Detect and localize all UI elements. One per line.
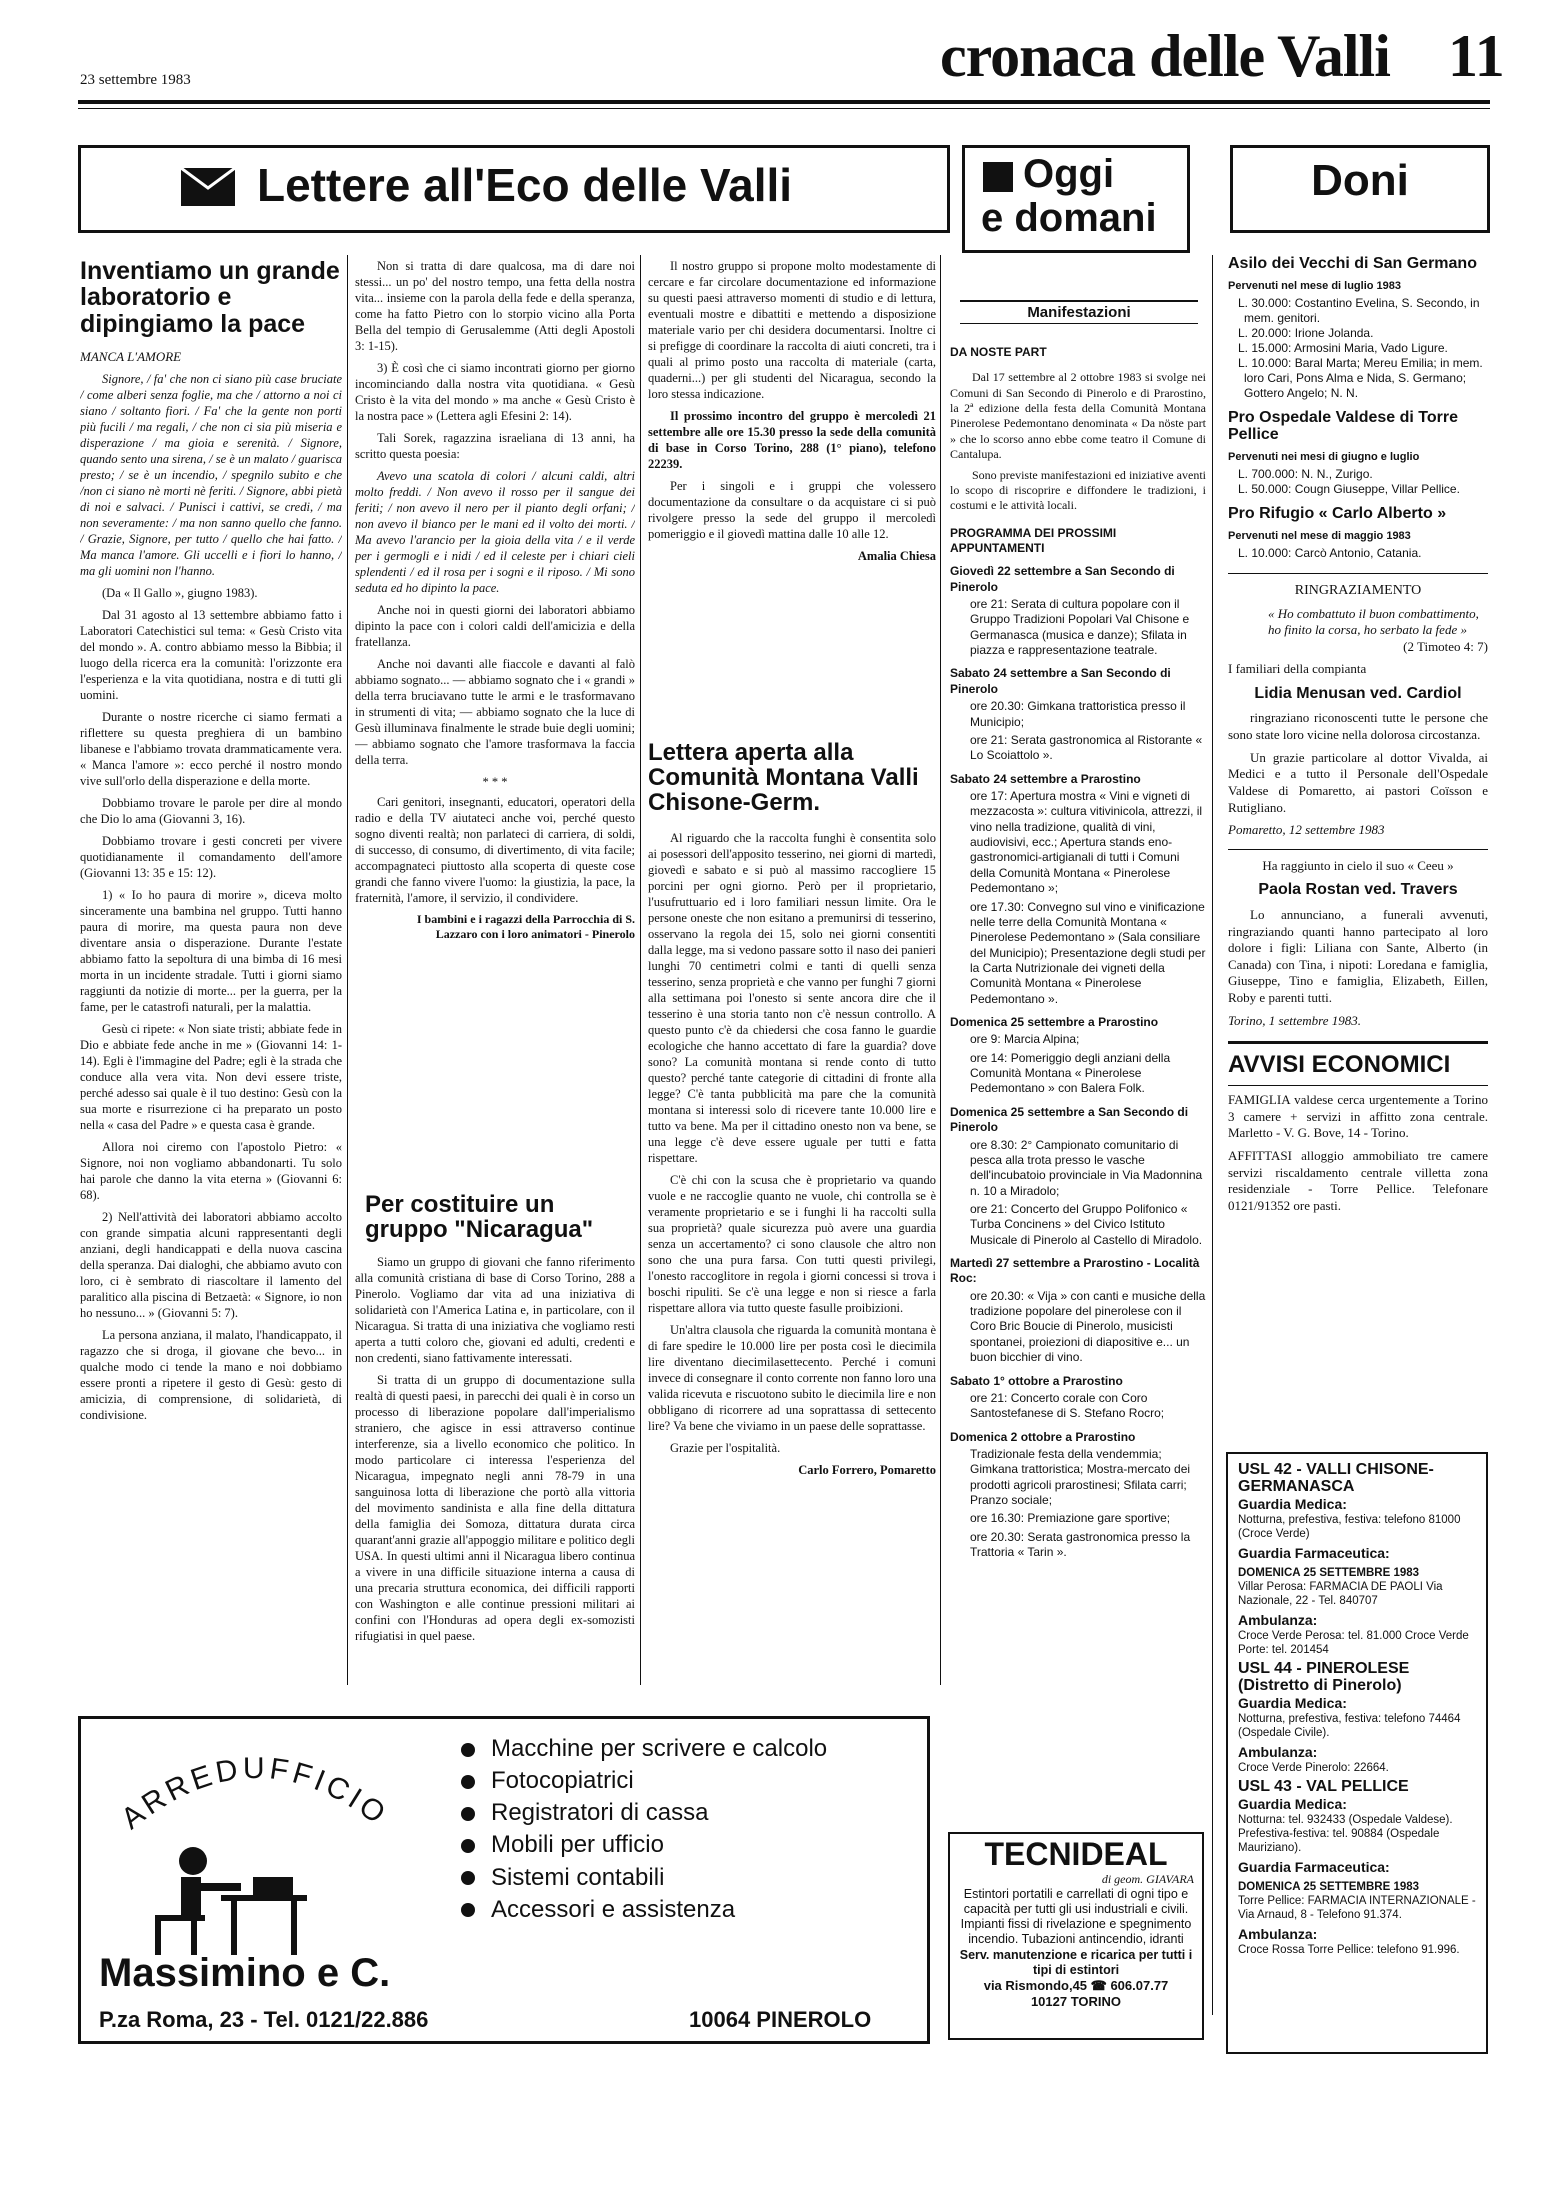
poem-1: Signore, / fa' che non ci siano più case bruciate / come alberi senza foglie, ma che / attorno a noi ci siano / soltanto fiori. / Fa' che la gente non porti più fucili / ma regali, / che non ci sia più miseria e disperazione / ma gioia e serenità. / Signore, quando sento una sirena, / se è un malato / guarisca presto; / se è un incendio, / spegnilo subito e che /non ci siano nè morti nè feriti. / Signore, abbi pietà di noi e salvaci. / Punisci i cattivi, se credi, / ma non severamente: / ma non sanno quello che fanno. / Grazie, Signore, per tutto / quello che hai fatto. / Ma manca l'amore. Gli uccelli e i fiori lo hanno, / ma gli uomini non l'hanno. — [80, 372, 342, 579]
avvisi-a1: FAMIGLIA valdese cerca urgentemente a Torino 3 camere + servizi in affitto zona centrale. Marletto - V. G. Bove, 14 - Torino. — [1228, 1092, 1488, 1141]
bullet-icon — [461, 1807, 475, 1821]
ad-list-item: Registratori di cassa — [461, 1797, 827, 1829]
header-rule — [78, 100, 1490, 104]
article1-p2: Durante o nostre ricerche ci siamo fermati a riflettere su questa preghiera di un bambino libanese e l'abbiamo trovata drammaticamente vera. « Manca l'amore »: ecco perché il nostro mondo vive sull'orlo della disperazione e della morte. — [80, 710, 342, 789]
article3-p4: Grazie per l'ospitalità. — [670, 1440, 781, 1455]
event-day: Sabato 24 settembre a Prarostino — [950, 771, 1141, 786]
ringraziamento-p2: Un grazie particolare al dottor Vivalda, ai Medici e a tutto il Personale dell'Ospedale Valdese di Pomaretto, ai pastori Coïsson e Rutigliano. — [1228, 749, 1488, 815]
article1-col2 — [355, 258, 635, 1178]
envelope-icon — [181, 168, 235, 206]
ad-tecnideal-address: via Rismondo,45 ☎ 606.07.77 — [983, 1978, 1169, 1994]
article1-p8: 2) Nell'attività dei laboratori abbiamo accolto con grande simpatia alcuni rappresentanti degli anziani, degli handicappati e della nuova cascina della speranza. Dai dialoghi, che abbiamo avuto con loro, ci è sembrato di riascoltare il lamento del paralitico alla piscina di Betzaetà: « Signore, io non ho nessuno... » (Giovanni 5: 7). — [80, 1210, 342, 1321]
event-item: ore 17: Apertura mostra « Vini e vigneti di mezzacosta »: cultura vitivinicola, attrezzi, il vino nella tradizione, qualità di vini, audiovisivi, ecc.; Apertura stands eno-gastronomici-artigianali di tutti i Comuni della Comunità Montana « Pinerolese Pedemontano »; — [970, 788, 1203, 896]
ad-list-item: Sistemi contabili — [461, 1862, 827, 1894]
obituary-intro: Ha raggiunto in cielo il suo « Ceeu » — [1262, 857, 1454, 873]
article1-p13: Anche noi in questi giorni dei laboratori abbiamo dipinto la pace con i colori caldi dell'amicizia e della fratellanza. — [355, 603, 635, 649]
event-day: Sabato 24 settembre a San Secondo di Pinerolo — [950, 666, 1171, 696]
article2-col3 — [648, 258, 936, 738]
donation-item: L. 30.000: Costantino Evelina, S. Secondo, in mem. genitori. — [1238, 295, 1480, 325]
article1-p12: Tali Sorek, ragazzina israeliana di 13 anni, ha scritto questa poesia: — [355, 431, 635, 461]
ad-tecnideal-service: Serv. manutenzione e ricarica per tutti i tipi di estintori — [959, 1947, 1193, 1977]
usl42-gf-text: Villar Perosa: FARMACIA DE PAOLI Via Nazionale, 22 - Tel. 840707 — [1238, 1580, 1443, 1607]
doni-g2-list — [1228, 467, 1488, 497]
article1-p6: Gesù ci ripete: « Non siate tristi; abbiate fede in Dio e abbiate fede anche in me » (Giovanni 14: 1-14). Egli è l'immagine del Padre; egli è la strada che conduce alla vera vita. Non devi essere triste, perché adesso sai quale è il tuo destino: Gesù con la sua morte e risurrezione ci ha preparato un posto nella « casa del Padre » e questa casa è grande. — [80, 1022, 342, 1133]
ringraziamento-intro: I familiari della compianta — [1228, 661, 1367, 677]
oggi-banner-line2: e domani — [981, 196, 1157, 240]
event-item: ore 8.30: 2° Campionato comunitario di pesca alla trota presso le vasche dell'incubatoio provinciale in Via Madonnina n. 10 a Miradolo; — [970, 1137, 1203, 1198]
oggi-column — [950, 345, 1206, 1705]
ringraziamento-quote: « Ho combattuto il buon combattimento, ho finito la corsa, ho serbato la fede » — [1268, 605, 1479, 638]
article1-signature: I bambini e i ragazzi della Parrocchia di S. Lazzaro con i loro animatori - Pinerolo — [416, 912, 635, 942]
usl43-amb-text: Croce Rossa Torre Pellice: telefono 91.996. — [1238, 1943, 1460, 1956]
usl42-amb: Ambulanza: — [1238, 1611, 1318, 1628]
event-day: Domenica 2 ottobre a Prarostino — [950, 1429, 1136, 1444]
ad-arredufficio-address: P.za Roma, 23 - Tel. 0121/22.886 — [99, 2007, 429, 2032]
article1-p1: Dal 31 agosto al 13 settembre abbiamo fatto i Laboratori Catechistici sul tema: « Gesù Cristo vita del mondo ». A. contro abbiamo messo la Bibbia; il luogo della ricerca era la comunità: l'orizzonte era l'esperienza e la vita quotidiana, nostra e di tutti gli uomini. — [80, 608, 342, 703]
event-day: Sabato 1° ottobre a Prarostino — [950, 1373, 1123, 1388]
usl42-amb-text: Croce Verde Perosa: tel. 81.000 Croce Verde Porte: tel. 201454 — [1238, 1629, 1469, 1656]
bullet-icon — [461, 1903, 475, 1917]
event-item: ore 20.30: Gimkana trattoristica presso il Municipio; — [970, 699, 1186, 729]
usl43-amb: Ambulanza: — [1238, 1925, 1318, 1942]
article1-p7: Allora noi ciremo con l'apostolo Pietro: « Signore, noi non vogliamo abbandonarti. Tu solo hai parole che danno la vita eterna » (Giovanni 6: 68). — [80, 1140, 342, 1203]
event-day: Domenica 25 settembre a Prarostino — [950, 1015, 1159, 1030]
desk-person-icon — [141, 1839, 311, 1959]
article1-p15: Cari genitori, insegnanti, educatori, operatori della radio e della TV aiutateci anche voi, perché questo sogno diventi realtà; non parlateci di carriera, di soldi, di successo, di consumo, di divertimento, di vita facile; accompagnateci piuttosto alla scoperta di queste cose grandi che fanno vivere l'uomo: la giustizia, la pace, la fraternità, l'amore, il servizio, il condividere. — [355, 795, 635, 905]
header-rule-thin — [78, 108, 1490, 109]
doni-g1-title: Asilo dei Vecchi di San Germano — [1228, 255, 1477, 272]
doni-g1-list — [1228, 296, 1488, 401]
header-date: 23 settembre 1983 — [80, 72, 191, 88]
usl42-gf: Guardia Farmaceutica: — [1238, 1544, 1390, 1561]
usl44-amb-text: Croce Verde Pinerolo: 22664. — [1238, 1761, 1389, 1774]
doni-g1-sub: Pervenuti nel mese di luglio 1983 — [1228, 279, 1402, 292]
oggi-subhead: DA NOSTE PART — [950, 345, 1047, 359]
donation-item: L. 10.000: Carcò Antonio, Catania. — [1238, 545, 1422, 560]
article1-p9: La persona anziana, il malato, l'handicappato, il ragazzo che si droga, il giovane che bevo... in qualche modo ci tende la mano e noi dobbiamo essere pronti a ripetere il gesto di Gesù: gesto di amicizia, di comprensione, di solidarietà, di condivisione. — [80, 1328, 342, 1423]
event-item: ore 21: Concerto corale con Coro Santostefanese di S. Stefano Rocro; — [970, 1390, 1165, 1421]
ad-arredufficio-brand — [97, 1733, 417, 1853]
usl-box — [1226, 1452, 1488, 2054]
event-item: ore 20.30: Serata gastronomica presso la Trattoria « Tarin ». — [970, 1529, 1191, 1560]
ad-list-item: Macchine per scrivere e calcolo — [461, 1733, 827, 1765]
oggi-p2: Sono previste manifestazioni ed iniziative aventi lo scopo di riscoprire e diffondere le tradizioni, i costumi e le attività locali. — [950, 467, 1206, 513]
usl43-gm: Guardia Medica: — [1238, 1795, 1347, 1812]
article3-col3 — [648, 740, 936, 1690]
event-item: ore 21: Serata gastronomica al Ristorante « Lo Scoiattolo ». — [970, 732, 1203, 763]
doni-g2-sub: Pervenuti nei mesi di giugno e luglio — [1228, 450, 1420, 463]
obituary-p1: Lo annunciano, a funerali avvenuti, ringraziando quanti hanno partecipato al loro dolore i figli: Liliana con Sante, Alberto (in Canada) con Tina, i nipoti: Loredana e famiglia, Giuseppe, Tino e famiglia, Elizabeth, Eillen, Roby e parenti tutti. — [1228, 906, 1488, 1006]
poem-2: Avevo una scatola di colori / alcuni caldi, altri molto freddi. / Non avevo il rosso per il sangue dei feriti; / non avevo il nero per il pianto degli orfani; / non avevo il bianco per le mani ed il volto dei morti. / Ma avevo l'arancio per la gioia della vita / e il verde per i germogli e i nidi / ed il celeste per i chiari cieli splendenti / ed il rosa per i sogni e il riposo. / Mi sono seduta ed ho dipinto la pace. — [355, 469, 635, 595]
usl44-amb: Ambulanza: — [1238, 1743, 1318, 1760]
usl44-gm-text: Notturna, prefestiva, festiva: telefono 74464 (Ospedale Civile). — [1238, 1712, 1461, 1739]
ringraziamento-name: Lidia Menusan ved. Cardiol — [1254, 685, 1462, 703]
doni-g3-list — [1228, 546, 1488, 561]
svg-text:ARREDUFFICIO: ARREDUFFICIO — [115, 1751, 395, 1836]
events-list — [950, 564, 1206, 1560]
event-item: ore 9: Marcia Alpina; — [970, 1032, 1080, 1047]
event-item: ore 21: Serata di cultura popolare con il Gruppo Tradizioni Popolari Val Chisone e Germanasca (musica e danze); Sfilata in piazza e rappresentazione teatrale. — [970, 597, 1190, 658]
article3-p2: C'è chi con la scusa che è proprietario va quando vuole e ne raccoglie quanto ne vuole, chi controlla se è veramente proprietario e se i funghi li ha raccolti sulla sua proprietà? quale sicurezza può avere una guardia senza un accertamento? ci sono clausole che altro non sono che una pura farsa. Con tutti questi privilegi, l'onesto raccoglitore in regola i giorni concessi si trova i boschi ripuliti. Se c'è una legge e non si riesce a farla rispettare allora via tutto queste fasulle proibizioni. — [648, 1172, 936, 1315]
article1-p3: Dobbiamo trovare le parole per dire al mondo che Dio lo ama (Giovanni 3, 16). — [80, 796, 342, 827]
usl42-date: DOMENICA 25 SETTEMBRE 1983 — [1238, 1566, 1420, 1579]
article2-p3: Il nostro gruppo si propone molto modestamente di cercare e far circolare documentazione ed informazione su questi paesi attraverso momenti di studio e di lettura, eventuali mostre e dibattiti e mettendo a disposizione materiale vario per chi desidera documentarsi. Inoltre ci si prefigge di coordinare la raccolta di aiuti concreti, tra i quali al primo posto una raccolta di materiale (carta, quaderni...) per gli studenti del Nicaragua, secondo la loro stessa indicazione. — [648, 259, 936, 401]
bullet-icon — [461, 1839, 475, 1853]
ringraziamento-title: RINGRAZIAMENTO — [1294, 582, 1422, 598]
article2-p4: Il prossimo incontro del gruppo è mercoledì 21 settembre alle ore 15.30 presso la sede della comunità di base in Corso Torino, 288 (1° piano), telefono 22239. — [648, 409, 936, 471]
oggi-banner — [962, 145, 1190, 253]
ad-tecnideal — [948, 1832, 1204, 2040]
article1-col1 — [80, 258, 342, 1698]
article3-title: Lettera aperta alla Comunità Montana Valli Chisone-Germ. — [648, 740, 919, 817]
doni-banner — [1230, 145, 1490, 233]
obituary-place: Torino, 1 settembre 1983. — [1228, 1012, 1362, 1028]
article2-col2 — [355, 1192, 635, 1690]
doni-g3-sub: Pervenuti nel mese di maggio 1983 — [1228, 529, 1411, 542]
donation-item: L. 700.000: N. N., Zurigo. — [1238, 466, 1373, 481]
usl43-title: USL 43 - VAL PELLICE — [1238, 1777, 1409, 1795]
oggi-p1: Dal 17 settembre al 2 ottobre 1983 si svolge nei Comuni di San Secondo di Pinerolo e di Prarostino, la 2ª edizione della festa della Comunità Montana Pinerolese Pedemontano denominata « Da nöste part » che lo scorso anno ebbe come teatro il Comune di Cantalupa. — [950, 370, 1206, 462]
bullet-icon — [461, 1775, 475, 1789]
ad-tecnideal-brand: TECNIDEAL — [984, 1836, 1168, 1872]
donation-item: L. 20.000: Irione Jolanda. — [1238, 325, 1374, 340]
usl43-gf-text: Torre Pellice: FARMACIA INTERNAZIONALE - Via Arnaud, 8 - Telefono 91.374. — [1238, 1894, 1476, 1921]
usl42-gm: Guardia Medica: — [1238, 1495, 1347, 1512]
avvisi-title: AVVISI ECONOMICI — [1228, 1051, 1451, 1079]
article1-p5: 1) « Io ho paura di morire », diceva molto sinceramente una bambina nel gruppo. Tutti hanno paura di morire, ma questa paura non deve diventare ansia o disperazione. Durante l'estate abbiamo fatto la sepoltura di una bimba di 16 mesi morta in un incidente stradale. Tutti i giorni siamo raggiunti da notizie di morte... per la guerra, per la fame, per le catastrofi naturali, per la malattia. — [80, 888, 342, 1015]
event-item: ore 20.30: « Vija » con canti e musiche della tradizione popolare del pinerolese con il Coro Bric Boucie di Pinerolo, musicisti spontanei, proiezioni di diapositive e... un buon bicchier di vino. — [970, 1288, 1206, 1365]
usl44-gm: Guardia Medica: — [1238, 1694, 1347, 1711]
manifestazioni-label: Manifestazioni — [960, 300, 1198, 324]
donation-item: L. 10.000: Baral Marta; Mereu Emilia; in mem. loro Cari, Pons Alma e Nida, S. Germano; Gottero Angelo; N. N. — [1238, 355, 1483, 400]
ringraziamento-place: Pomaretto, 12 settembre 1983 — [1228, 822, 1385, 838]
ad-arredufficio — [78, 1716, 930, 2044]
ad-list-item: Accessori e assistenza — [461, 1894, 827, 1926]
article1-p11: 3) È così che ci siamo incontrati giorno per giorno incominciando dalla nostra vita quotidiana. « Gesù Cristo è la vita del mondo » ma anche « Gesù Cristo è la nostra pace » (Lettera agli Efesini 2: 14). — [355, 361, 635, 423]
event-item: ore 16.30: Premiazione gare sportive; — [970, 1511, 1171, 1526]
donation-item: L. 50.000: Cougn Giuseppe, Villar Pellice. — [1238, 481, 1460, 496]
ad-tecnideal-city: 10127 TORINO — [1030, 1994, 1122, 2010]
donation-item: L. 15.000: Armosini Maria, Vado Ligure. — [1238, 340, 1448, 355]
article1-title: Inventiamo un grande laboratorio e dipingiamo la pace — [80, 258, 340, 338]
article1-subtitle: MANCA L'AMORE — [80, 348, 182, 364]
doni-column — [1228, 255, 1488, 1245]
usl42-title: USL 42 - VALLI CHISONE-GERMANASCA — [1238, 1461, 1434, 1495]
article2-p2: Si tratta di un gruppo di documentazione sulla realtà di questi paesi, in parecchi dei quali è in corso un processo di liberazione popolare dall'imperialismo straniero, che agisce in essi attraverso continue interferenze, sia a livello economico che politico. In modo particolare ci interessa l'esperienza del Nicaragua, impegnato negli anni 78-79 in una sanguinosa lotta di liberazione che portò alla vittoria del movimento sandinista e alla fine della dittatura della famiglia dei Somoza, dittatura durata circa quarant'anni grazie all'appoggio militare e politico degli USA. In questi ultimi anni il Nicaragua libero continua a vivere in una difficile situazione interna a causa di una precaria struttura economica, dei difficili rapporti con Washington e alle continue pressioni militari ai confini con l'Honduras ad opera degli ex-somozisti rifugiatisi in quel paese. — [355, 1373, 635, 1644]
event-day: Martedì 27 settembre a Prarostino - Località Roc: — [950, 1256, 1200, 1286]
event-item: ore 17.30: Convegno sul vino e vinificazione nelle terre della Comunità Montana « Pinerolese Pedemontano » (Sala consiliare del Municipio); Presentazione degli studi per la Carta Nutrizionale dei vigneti della Comunità Montana « Pinerolese Pedemontano ». — [970, 899, 1206, 1006]
separator-stars: * * * — [482, 775, 508, 789]
ringraziamento-p1: ringraziano riconoscenti tutte le persone che sono state loro vicine nella dolorosa circostanza. — [1228, 710, 1488, 743]
event-item: ore 21: Concerto del Gruppo Polifonico « Turba Concinens » del Civico Istituto Musicale di Pinerolo al Castello di Miradolo. — [970, 1201, 1203, 1247]
page-number: 11 — [1448, 23, 1505, 89]
ad-list-item: Mobili per ufficio — [461, 1829, 827, 1861]
article2-signature: Amalia Chiesa — [857, 549, 936, 563]
article3-p3: Un'altra clausola che riguarda la comunità montana è di fare spedire le 10.000 lire per posta così le diecimila lire diventano diecimilasettecento. Perché i comuni invece di consegnare il conto corrente non fanno loro una valida ricevuta e riscuotono subito le diecimila lire e non obbligano di ricorrere ad una soprattassa di settecento lire? Va bene che viviamo in un paese delle soprattasse. — [648, 1322, 936, 1433]
article1-p14: Anche noi davanti alle fiaccole e davanti al falò abbiamo sognato... — abbiamo sognato che i « grandi » della terra bruciavano tutte le armi e le trasformavano in strumenti di vita; — abbiamo sognato che la luce di Gesù illuminava finalmente le strade buie degli uomini; — abbiamo sognato che l'amore trasformava la faccia della terra. — [355, 657, 635, 767]
ad-arredufficio-city: 10064 PINEROLO — [689, 2007, 872, 2032]
article1-p10: Non si tratta di dare qualcosa, ma di dare noi stessi... un po' del nostro tempo, una fetta della nostra vita... insieme con la parola della fede e della speranza, come ha fatto Pietro con lo storpio vicino alla Porta Bella del tempio di Gerusalemme (Atti degli Apostoli 3: 1-15). — [355, 259, 635, 353]
doni-banner-title: Doni — [1311, 156, 1409, 205]
letters-banner-title: Lettere all'Eco delle Valli — [257, 159, 793, 211]
article2-p5: Per i singoli e i gruppi che volessero documentazione da consultare o da acquistare ci si può rivolgere presso la sede del gruppo il mercoledì pomeriggio e il giovedì mattina dalle 10 alle 12. — [648, 479, 936, 541]
doni-g2-title: Pro Ospedale Valdese di Torre Pellice — [1228, 408, 1459, 444]
article2-title: Per costituire un gruppo "Nicaragua" — [365, 1192, 594, 1244]
ringraziamento-ref: (2 Timoteo 4: 7) — [1403, 638, 1488, 654]
avvisi-a2: AFFITTASI alloggio ammobiliato tre camere servizi riscaldamento centrale villetta zona residenziale - Torre Pellice. Telefonare 0121/91352 ore pasti. — [1228, 1147, 1488, 1213]
usl43-gm-text: Notturna: tel. 932433 (Ospedale Valdese). Prefestiva-festiva: tel. 90884 (Ospedale Mauriziano). — [1238, 1813, 1453, 1854]
ad-arredufficio-company: Massimino e C. — [99, 1951, 391, 1995]
article1-p4: Dobbiamo trovare i gesti concreti per vivere quotidianamente il comandamento dell'amore (Giovanni 13: 35 e 15: 12). — [80, 834, 342, 881]
usl43-date: DOMENICA 25 SETTEMBRE 1983 — [1238, 1880, 1420, 1893]
article3-signature: Carlo Forrero, Pomaretto — [798, 1462, 936, 1477]
doni-g3-title: Pro Rifugio « Carlo Alberto » — [1228, 504, 1447, 522]
article1-source: (Da « Il Gallo », giugno 1983). — [102, 586, 258, 601]
obituary-name: Paola Rostan ved. Travers — [1258, 881, 1458, 899]
usl44-title: USL 44 - PINEROLESE (Distretto di Pinerolo) — [1238, 1659, 1410, 1694]
usl43-gf: Guardia Farmaceutica: — [1238, 1858, 1390, 1875]
event-item: Tradizionale festa della vendemmia; Gimkana trattoristica; Mostra-mercato dei prodotti agricoli prarostinesi; Sfilata carri; Pranzo sociale; — [970, 1447, 1191, 1508]
article2-p1: Siamo un gruppo di giovani che fanno riferimento alla comunità cristiana di base di Corso Torino, 288 a Pinerolo. Vogliamo dar vita ad una iniziativa di solidarietà con l'America Latina e, in particolare, con il Nicaragua. Si tratta di una iniziativa che vogliamo resti aperta a tutti coloro che, giovani ed adulti, credenti e non credenti, siano fattivamente interessati. — [355, 1255, 635, 1366]
oggi-programma: PROGRAMMA DEI PROSSIMI APPUNTAMENTI — [950, 525, 1117, 555]
section-title: cronaca delle Valli — [940, 23, 1390, 89]
oggi-banner-line1: Oggi — [1023, 152, 1115, 196]
event-day: Domenica 25 settembre a San Secondo di Pinerolo — [950, 1104, 1189, 1135]
letters-banner — [78, 145, 950, 233]
article3-p1: Al riguardo che la raccolta funghi è consentita solo ai posessori dell'apposito tesserino, nei giorni di martedì, giovedì e sabato e si può al massimo raccogliere 15 porcini per ogni giorno. Però per il proprietario, l'usufruttuario ed i loro familiari nessun limite. Ora le persone oneste che non esitano a premunirsi di tesserino, osservano la regola dei 15, solo nei giorni consentiti dalla legge, ma si vedono passare sotto il naso dei panieri lunghi 70 centimetri colmi e tanti di quelli senza tesserino, senza proprietà e che vanno per funghi 7 giorni alla settimana poi l'onesto si sente ancora dire che il tesserino è una storia tanto non c'è nessun controllo. A questo punto c'è da chiedersi che cosa fanno le guardie ecologiche che hanno accettato di fare la guardia? dove sono? La comunità montana si rende conto di tutto questo? perché tante categorie di cittadini di fronte alla legge? C'è tanta pubblicità ma pare che la comunità montana si interessi solo di ricevere tante 10.000 lire e tutto va bene. Ma per il cittadino onesto non va bene, se una legge c'è deve essere uguale per tutti e fatta rispettare. — [648, 830, 936, 1165]
square-icon — [983, 162, 1013, 192]
ad-tecnideal-sub: di geom. GIAVARA — [1101, 1871, 1194, 1886]
bullet-icon — [461, 1743, 475, 1757]
ad-arredufficio-list — [461, 1733, 827, 1926]
ad-tecnideal-text: Estintori portatili e carrellati di ogni tipo e capacità per tutti gli usi industriali e civili. Impianti fissi di rivelazione e spegnimento incendio. Tubazioni antincendio, idranti — [960, 1886, 1192, 1947]
ad-list-item: Fotocopiatrici — [461, 1765, 827, 1797]
event-item: ore 14: Pomeriggio degli anziani della Comunità Montana « Pinerolese Pedemontano » con Balera Folk. — [970, 1050, 1171, 1096]
event-day: Giovedì 22 settembre a San Secondo di Pinerolo — [950, 564, 1175, 594]
bullet-icon — [461, 1871, 475, 1885]
usl42-gm-text: Notturna, prefestiva, festiva: telefono 81000 (Croce Verde) — [1238, 1513, 1461, 1540]
